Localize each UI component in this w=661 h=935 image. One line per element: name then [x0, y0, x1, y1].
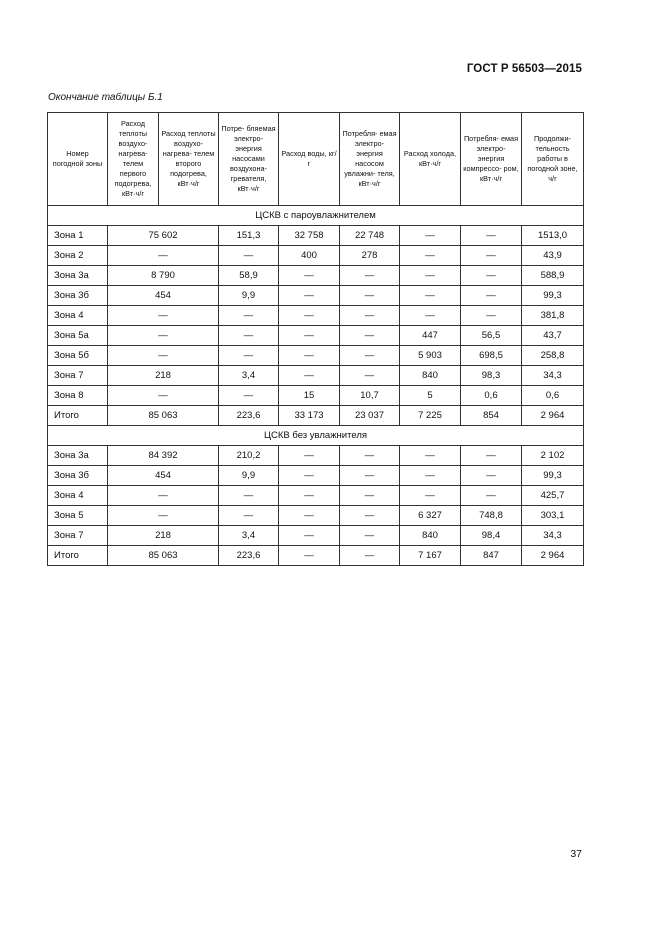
table-row [48, 406, 584, 426]
operating-hours-cell: 303,1 [522, 506, 584, 526]
table-row [48, 506, 584, 526]
column-header: Расход холода, кВт·ч/г [400, 113, 461, 206]
cold-consumption-cell: 840 [400, 366, 461, 386]
heater-pump-power-cell: 223,6 [219, 546, 279, 566]
humidifier-pump-power-cell: — [340, 346, 400, 366]
data-table [47, 112, 584, 566]
zone-name-cell: Зона 3б [48, 286, 108, 306]
column-header: Продолжи- тельность работы в погодной зоне, ч/г [522, 113, 584, 206]
table-row [48, 266, 584, 286]
humidifier-pump-power-cell: — [340, 326, 400, 346]
humidifier-pump-power-cell: — [340, 266, 400, 286]
heater-pump-power-cell: — [219, 246, 279, 266]
humidifier-pump-power-cell: 278 [340, 246, 400, 266]
heat-consumption-cell: 85 063 [108, 546, 219, 566]
heat-consumption-cell: — [108, 486, 219, 506]
humidifier-pump-power-cell: — [340, 546, 400, 566]
compressor-power-cell: — [461, 446, 522, 466]
humidifier-pump-power-cell: — [340, 506, 400, 526]
water-consumption-cell: 400 [279, 246, 340, 266]
cold-consumption-cell: 5 903 [400, 346, 461, 366]
table-row [48, 326, 584, 346]
compressor-power-cell: 98,4 [461, 526, 522, 546]
water-consumption-cell: — [279, 546, 340, 566]
water-consumption-cell: — [279, 306, 340, 326]
table-row [48, 366, 584, 386]
table-row [48, 526, 584, 546]
compressor-power-cell: — [461, 466, 522, 486]
operating-hours-cell: 0,6 [522, 386, 584, 406]
cold-consumption-cell: — [400, 266, 461, 286]
humidifier-pump-power-cell: — [340, 486, 400, 506]
water-consumption-cell: — [279, 326, 340, 346]
humidifier-pump-power-cell: — [340, 466, 400, 486]
table-row [48, 386, 584, 406]
compressor-power-cell: 748,8 [461, 506, 522, 526]
water-consumption-cell: 32 758 [279, 226, 340, 246]
table-row [48, 346, 584, 366]
zone-name-cell: Зона 2 [48, 246, 108, 266]
heat-consumption-cell: 75 602 [108, 226, 219, 246]
humidifier-pump-power-cell: — [340, 286, 400, 306]
heater-pump-power-cell: — [219, 326, 279, 346]
cold-consumption-cell: 6 327 [400, 506, 461, 526]
heat-consumption-cell: — [108, 386, 219, 406]
zone-name-cell: Зона 7 [48, 526, 108, 546]
cold-consumption-cell: 840 [400, 526, 461, 546]
zone-name-cell: Зона 5а [48, 326, 108, 346]
operating-hours-cell: 43,9 [522, 246, 584, 266]
humidifier-pump-power-cell: — [340, 366, 400, 386]
operating-hours-cell: 2 102 [522, 446, 584, 466]
heater-pump-power-cell: 223,6 [219, 406, 279, 426]
zone-name-cell: Зона 8 [48, 386, 108, 406]
column-header: Потребля- емая электро- энергия компрессо- ром, кВт·ч/г [461, 113, 522, 206]
table-row [48, 246, 584, 266]
zone-name-cell: Зона 7 [48, 366, 108, 386]
cold-consumption-cell: — [400, 306, 461, 326]
section-title: ЦСКВ без увлажнителя [48, 426, 584, 446]
heat-consumption-cell: 454 [108, 466, 219, 486]
table-caption: Окончание таблицы Б.1 [48, 92, 163, 103]
compressor-power-cell: 56,5 [461, 326, 522, 346]
table-row [48, 446, 584, 466]
compressor-power-cell: 0,6 [461, 386, 522, 406]
heat-consumption-cell: — [108, 506, 219, 526]
operating-hours-cell: 34,3 [522, 526, 584, 546]
operating-hours-cell: 99,3 [522, 466, 584, 486]
heat-consumption-cell: 218 [108, 366, 219, 386]
heater-pump-power-cell: 9,9 [219, 286, 279, 306]
standard-designation: ГОСТ Р 56503—2015 [466, 63, 582, 75]
operating-hours-cell: 2 964 [522, 546, 584, 566]
humidifier-pump-power-cell: — [340, 526, 400, 546]
column-header: Потре- бляемая электро- энергия насосами воздухона- гревателя, кВт·ч/г [219, 113, 279, 206]
section-header-row [48, 206, 584, 226]
heat-consumption-cell: — [108, 326, 219, 346]
table-row [48, 306, 584, 326]
zone-name-cell: Зона 1 [48, 226, 108, 246]
heat-consumption-cell: 8 790 [108, 266, 219, 286]
zone-name-cell: Зона 3а [48, 266, 108, 286]
heater-pump-power-cell: 3,4 [219, 366, 279, 386]
table-row [48, 226, 584, 246]
table-row [48, 286, 584, 306]
heater-pump-power-cell: — [219, 306, 279, 326]
operating-hours-cell: 2 964 [522, 406, 584, 426]
compressor-power-cell: 98,3 [461, 366, 522, 386]
humidifier-pump-power-cell: 23 037 [340, 406, 400, 426]
heater-pump-power-cell: 9,9 [219, 466, 279, 486]
cold-consumption-cell: 447 [400, 326, 461, 346]
compressor-power-cell: — [461, 226, 522, 246]
heat-consumption-cell: 85 063 [108, 406, 219, 426]
heater-pump-power-cell: 210,2 [219, 446, 279, 466]
heater-pump-power-cell: — [219, 506, 279, 526]
cold-consumption-cell: 7 225 [400, 406, 461, 426]
cold-consumption-cell: — [400, 286, 461, 306]
humidifier-pump-power-cell: 10,7 [340, 386, 400, 406]
page-number: 37 [570, 848, 582, 860]
operating-hours-cell: 43,7 [522, 326, 584, 346]
operating-hours-cell: 258,8 [522, 346, 584, 366]
table-header-row [48, 113, 584, 206]
humidifier-pump-power-cell: — [340, 446, 400, 466]
operating-hours-cell: 1513,0 [522, 226, 584, 246]
heater-pump-power-cell: — [219, 486, 279, 506]
compressor-power-cell: 847 [461, 546, 522, 566]
zone-name-cell: Зона 4 [48, 306, 108, 326]
water-consumption-cell: — [279, 286, 340, 306]
operating-hours-cell: 34,3 [522, 366, 584, 386]
cold-consumption-cell: — [400, 226, 461, 246]
heat-consumption-cell: — [108, 346, 219, 366]
column-header: Номер погодной зоны [48, 113, 108, 206]
heater-pump-power-cell: — [219, 346, 279, 366]
table-row [48, 466, 584, 486]
cold-consumption-cell: 7 167 [400, 546, 461, 566]
zone-name-cell: Зона 3а [48, 446, 108, 466]
heat-consumption-cell: — [108, 246, 219, 266]
operating-hours-cell: 588,9 [522, 266, 584, 286]
column-header: Расход воды, кг/г [279, 113, 340, 206]
zone-name-cell: Итого [48, 546, 108, 566]
cold-consumption-cell: — [400, 486, 461, 506]
water-consumption-cell: — [279, 446, 340, 466]
heater-pump-power-cell: — [219, 386, 279, 406]
water-consumption-cell: — [279, 526, 340, 546]
operating-hours-cell: 381,8 [522, 306, 584, 326]
column-header: Расход теплоты воздухо- нагрева- телем первого подогрева, кВт·ч/г [108, 113, 159, 206]
water-consumption-cell: 15 [279, 386, 340, 406]
zone-name-cell: Зона 5 [48, 506, 108, 526]
zone-name-cell: Зона 5б [48, 346, 108, 366]
water-consumption-cell: — [279, 466, 340, 486]
compressor-power-cell: 698,5 [461, 346, 522, 366]
section-header-row [48, 426, 584, 446]
humidifier-pump-power-cell: 22 748 [340, 226, 400, 246]
cold-consumption-cell: — [400, 446, 461, 466]
operating-hours-cell: 425,7 [522, 486, 584, 506]
table-row [48, 486, 584, 506]
zone-name-cell: Зона 3б [48, 466, 108, 486]
compressor-power-cell: 854 [461, 406, 522, 426]
cold-consumption-cell: — [400, 246, 461, 266]
water-consumption-cell: — [279, 346, 340, 366]
table-body [48, 206, 584, 566]
water-consumption-cell: — [279, 506, 340, 526]
compressor-power-cell: — [461, 246, 522, 266]
column-header: Потребля- емая электро- энергия насосом увлажни- теля, кВт·ч/г [340, 113, 400, 206]
heater-pump-power-cell: 3,4 [219, 526, 279, 546]
heat-consumption-cell: 218 [108, 526, 219, 546]
operating-hours-cell: 99,3 [522, 286, 584, 306]
cold-consumption-cell: 5 [400, 386, 461, 406]
humidifier-pump-power-cell: — [340, 306, 400, 326]
heat-consumption-cell: 454 [108, 286, 219, 306]
heat-consumption-cell: 84 392 [108, 446, 219, 466]
table-row [48, 546, 584, 566]
compressor-power-cell: — [461, 306, 522, 326]
water-consumption-cell: — [279, 486, 340, 506]
water-consumption-cell: — [279, 266, 340, 286]
section-title: ЦСКВ с пароувлажнителем [48, 206, 584, 226]
heat-consumption-cell: — [108, 306, 219, 326]
compressor-power-cell: — [461, 266, 522, 286]
zone-name-cell: Итого [48, 406, 108, 426]
compressor-power-cell: — [461, 286, 522, 306]
heater-pump-power-cell: 151,3 [219, 226, 279, 246]
cold-consumption-cell: — [400, 466, 461, 486]
zone-name-cell: Зона 4 [48, 486, 108, 506]
compressor-power-cell: — [461, 486, 522, 506]
water-consumption-cell: 33 173 [279, 406, 340, 426]
heater-pump-power-cell: 58,9 [219, 266, 279, 286]
column-header: Расход теплоты воздухо- нагрева- телем второго подогрева, кВт·ч/г [159, 113, 219, 206]
water-consumption-cell: — [279, 366, 340, 386]
